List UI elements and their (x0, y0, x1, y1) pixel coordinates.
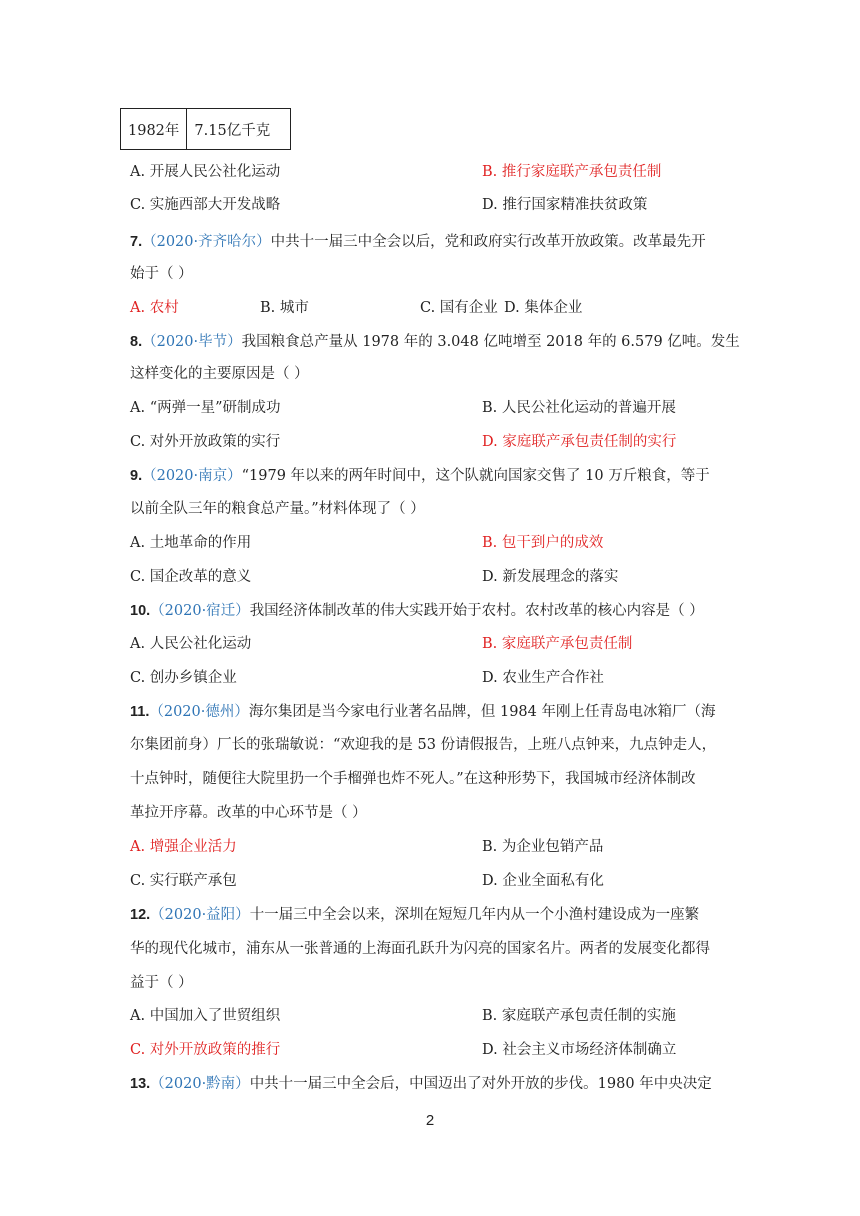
table-cell-value: 7.15亿千克 (187, 109, 291, 150)
question-11-line2: 尔集团前身）厂长的张瑞敏说：“欢迎我的是 53 份请假报告，上班八点钟来，九点钟走人， (130, 737, 717, 753)
option-9b-answer: B. 包干到户的成效 (482, 535, 604, 551)
option-6c: C. 实施西部大开发战略 (130, 197, 281, 213)
question-12-line2: 华的现代化城市，浦东从一张普通的上海面孔跃升为闪亮的国家名片。两者的发展变化都得 (130, 941, 710, 957)
option-12a: A. 中国加入了世贸组织 (130, 1008, 281, 1024)
option-11b: B. 为企业包销产品 (482, 839, 604, 855)
question-9: 9.（2020·南京）“1979 年以来的两年时间中，这个队就向国家交售了 10 万斤粮食，等于 (130, 468, 710, 484)
option-7a-answer: A. 农村 (130, 300, 179, 316)
question-source: （2020·黔南） (150, 1076, 250, 1092)
option-8d-answer: D. 家庭联产承包责任制的实行 (482, 434, 677, 450)
question-source: （2020·毕节） (142, 334, 242, 350)
question-source: （2020·益阳） (150, 907, 250, 923)
question-12: 12.（2020·益阳）十一届三中全会以来，深圳在短短几年内从一个小渔村建设成为一座繁 (130, 907, 700, 923)
question-8: 8.（2020·毕节）我国粮食总产量从 1978 年的 3.048 亿吨增至 2018 年的 6.579 亿吨。发生 (130, 334, 740, 350)
data-table (120, 108, 291, 150)
option-6d: D. 推行国家精准扶贫政策 (482, 197, 648, 213)
option-12c-answer: C. 对外开放政策的推行 (130, 1042, 281, 1058)
question-11-line3: 十点钟时，随便往大院里扔一个手榴弹也炸不死人。”在这种形势下，我国城市经济体制改 (130, 771, 696, 787)
option-11a-answer: A. 增强企业活力 (130, 839, 237, 855)
question-source: （2020·齐齐哈尔） (142, 234, 271, 250)
option-10b-answer: B. 家庭联产承包责任制 (482, 636, 633, 652)
question-source: （2020·德州） (149, 704, 249, 720)
option-9a: A. 土地革命的作用 (130, 535, 252, 551)
question-12-line3: 益于（ ） (130, 975, 193, 991)
question-10: 10.（2020·宿迁）我国经济体制改革的伟大实践开始于农村。农村改革的核心内容是（ ） (130, 603, 704, 619)
question-7: 7.（2020·齐齐哈尔）中共十一届三中全会以后，党和政府实行改革开放政策。改革最先开 (130, 234, 706, 250)
question-13: 13.（2020·黔南）中共十一届三中全会后，中国迈出了对外开放的步伐。1980 年中央决定 (130, 1076, 712, 1092)
option-10d: D. 农业生产合作社 (482, 670, 604, 686)
option-8b: B. 人民公社化运动的普遍开展 (482, 400, 676, 416)
option-12d: D. 社会主义市场经济体制确立 (482, 1042, 677, 1058)
question-source: （2020·南京） (142, 468, 242, 484)
option-11d: D. 企业全面私有化 (482, 873, 604, 889)
option-7c: C. 国有企业 (420, 300, 498, 316)
question-11-line4: 革拉开序幕。改革的中心环节是（ ） (130, 805, 367, 821)
option-9d: D. 新发展理念的落实 (482, 569, 619, 585)
option-12b: B. 家庭联产承包责任制的实施 (482, 1008, 676, 1024)
option-6b-answer: B. 推行家庭联产承包责任制 (482, 164, 662, 180)
option-10a: A. 人民公社化运动 (130, 636, 252, 652)
question-9-line2: 以前全队三年的粮食总产量。”材料体现了（ ） (130, 501, 425, 517)
question-11: 11.（2020·德州）海尔集团是当今家电行业著名品牌，但 1984 年刚上任青岛电冰箱厂（海 (130, 704, 716, 720)
option-8c: C. 对外开放政策的实行 (130, 434, 281, 450)
option-8a: A. “两弹一星”研制成功 (130, 400, 281, 416)
option-11c: C. 实行联产承包 (130, 873, 237, 889)
option-10c: C. 创办乡镇企业 (130, 670, 237, 686)
table-row (121, 109, 291, 150)
option-7d: D. 集体企业 (504, 300, 583, 316)
page-number: 2 (425, 1112, 435, 1129)
question-source: （2020·宿迁） (150, 603, 250, 619)
option-9c: C. 国企改革的意义 (130, 569, 252, 585)
question-8-line2: 这样变化的主要原因是（ ） (130, 366, 309, 382)
question-7-line2: 始于（ ） (130, 266, 193, 282)
table-cell-year: 1982年 (121, 109, 187, 150)
option-6a: A. 开展人民公社化运动 (130, 164, 281, 180)
option-7b: B. 城市 (260, 300, 309, 316)
